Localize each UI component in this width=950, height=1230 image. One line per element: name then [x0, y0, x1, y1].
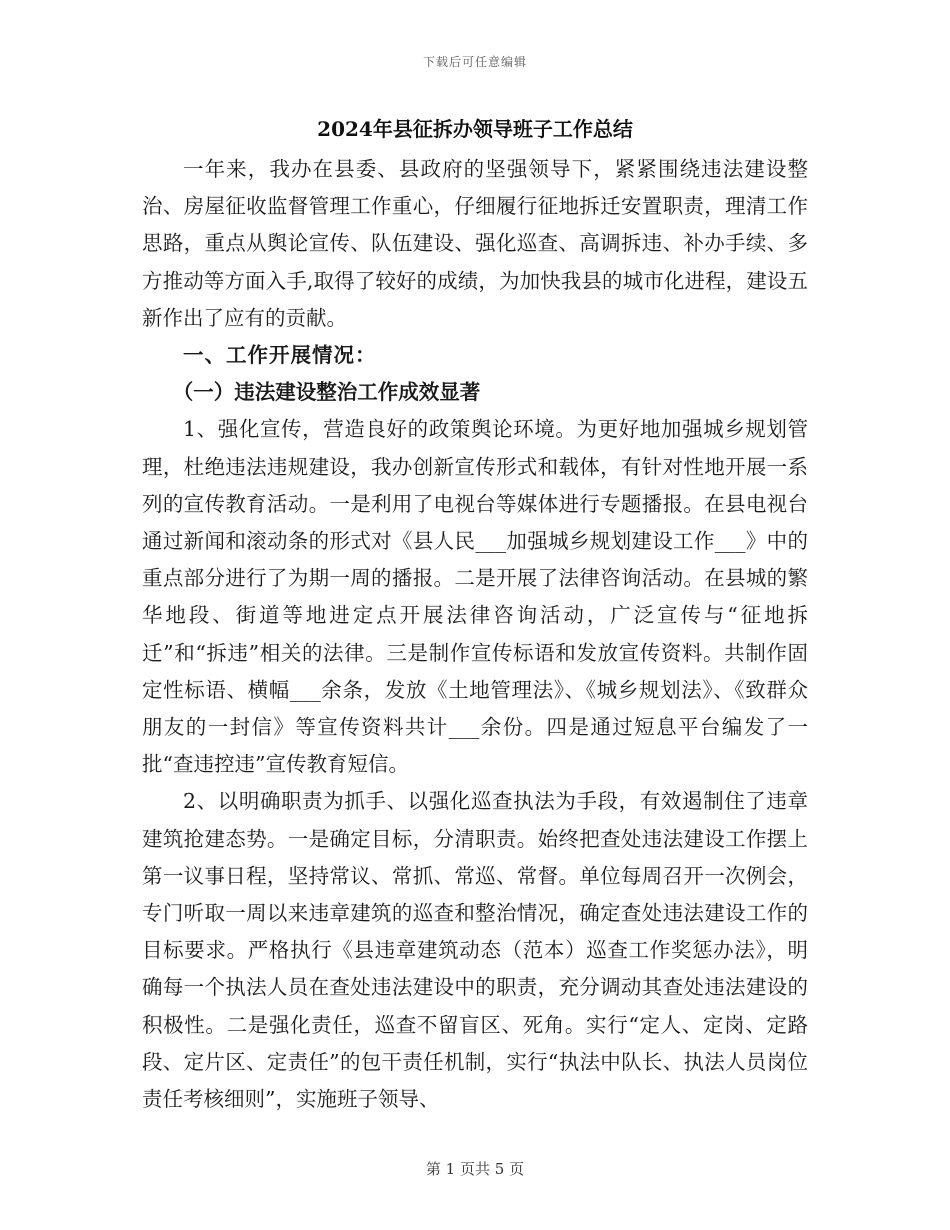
document-title: 2024年县征拆办领导班子工作总结 — [317, 117, 633, 141]
page-number-footer: 第 1 页共 5 页 — [425, 1160, 525, 1178]
section-heading: 一、工作开展情况： — [183, 343, 377, 368]
body-paragraph: 1、强化宣传，营造良好的政策舆论环境。为更好地加强城乡规划管理，杜绝违法违规建设，我办创新宣传形式和载体，有针对性地开展一系列的宣传教育活动。一是利用了电视台等媒体进行专题播报。在县电视台通过新闻和滚动条的形式对《县人民___加强城乡规划建设工作___》中的重点部分进行了为期一周的播报。二是开展了法律咨询活动。在县城的繁华地段、街道等地进定点开展法律咨询活动，广泛宣传与“征地拆迁”和“拆违”相关的法律。三是制作宣传标语和发放宣传资料。共制作固定性标语、横幅___余条，发放《土地管理法》、《城乡规划法》、《致群众朋友的一封信》等宣传资料共计___余份。四是通过短息平台编发了一批“查违控违”宣传教育短信。 — [142, 417, 808, 777]
document-body — [142, 151, 808, 1118]
page-header-note: 下载后可任意编辑 — [422, 55, 527, 69]
intro-paragraph: 一年来，我办在县委、县政府的坚强领导下，紧紧围绕违法建设整治、房屋征收监督管理工作重心，仔细履行征地拆迁安置职责，理清工作思路，重点从舆论宣传、队伍建设、强化巡查、高调拆违、补办手续、多方推动等方面入手,取得了较好的成绩，为加快我县的城市化进程，建设五新作出了应有的贡献。 — [142, 157, 808, 330]
subsection-heading: （一）违法建设整治工作成效显著 — [172, 380, 481, 405]
body-paragraph: 2、以明确职责为抓手、以强化巡查执法为手段，有效遏制住了违章建筑抢建态势。一是确定目标，分清职责。始终把查处违法建设工作摆上第一议事日程，坚持常议、常抓、常巡、常督。单位每周召开一次例会，专门听取一周以来违章建筑的巡查和整治情况，确定查处违法建设工作的目标要求。严格执行《县违章建筑动态（范本）巡查工作奖惩办法》，明确每一个执法人员在查处违法建设中的职责，充分调动其查处违法建设的积极性。二是强化责任，巡查不留盲区、死角。实行“定人、定岗、定路段、定片区、定责任”的包干责任机制，实行“执法中队长、执法人员岗位责任考核细则”，实施班子领导、 — [142, 789, 808, 1112]
